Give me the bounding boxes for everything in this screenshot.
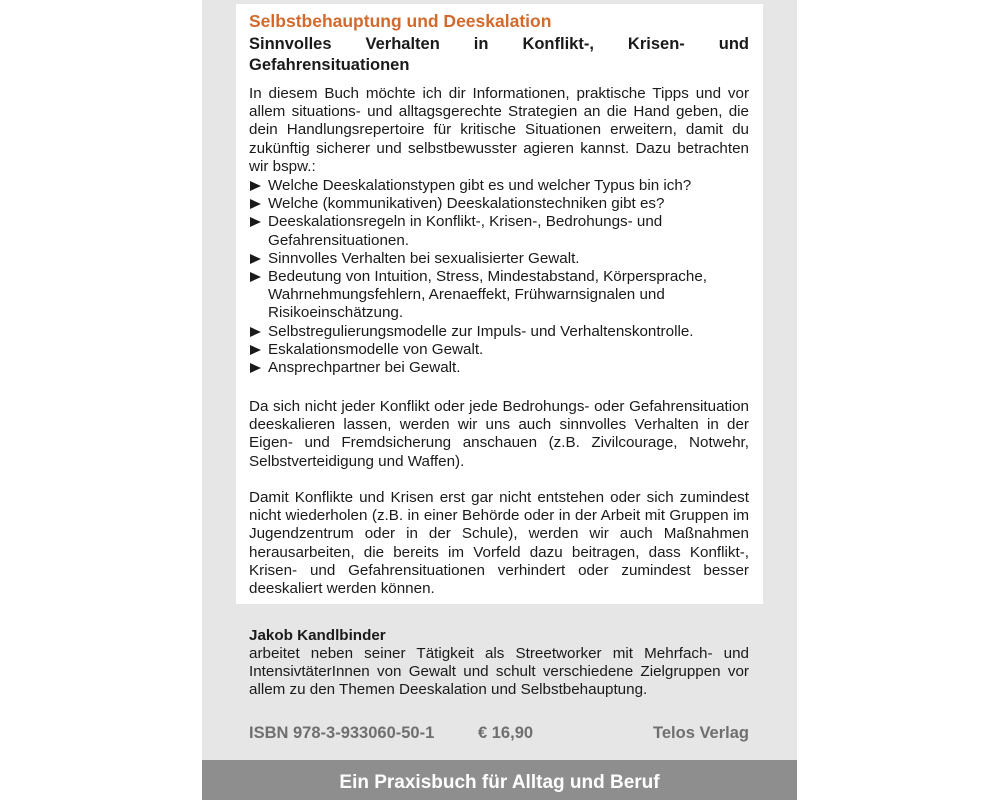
price: € 16,90: [478, 724, 534, 742]
list-item-text: Welche (kommunikativen) Deeskalationstechniken gibt es?: [268, 195, 665, 213]
author-bio: arbeitet neben seiner Tätigkeit als Streetworker mit Mehrfach- und IntensivtäterInnen von Gewalt und schult verschiedene Zielgruppen vor allem zu den Themen Deeskalation und Selbstbehauptung.: [249, 645, 749, 699]
list-item-text: Selbstregulierungsmodelle zur Impuls- und Verhaltenskontrolle.: [268, 322, 694, 340]
triangle-bullet-icon: [250, 254, 261, 264]
author-name: Jakob Kandlbinder: [249, 627, 386, 644]
list-item: [249, 250, 749, 268]
tagline: Ein Praxisbuch für Alltag und Beruf: [339, 772, 660, 793]
publisher: Telos Verlag: [653, 724, 749, 742]
paragraph-self-protection: Da sich nicht jeder Konflikt oder jede Bedrohungs- oder Gefahrensituation deeskalieren lassen, werden wir uns auch sinnvolles Verhalten in der Eigen- und Fremdsicherung anschauen (z.B. Zivilcourage, Notwehr, Selbstverteidigung und Waffen).: [249, 398, 749, 470]
list-item-text: Sinnvolles Verhalten bei sexualisierter Gewalt.: [268, 249, 580, 267]
tagline-band: [202, 760, 797, 800]
isbn: ISBN 978-3-933060-50-1: [249, 724, 435, 742]
list-item: [249, 177, 749, 195]
list-item-text: Bedeutung von Intuition, Stress, Mindestabstand, Körpersprache, Wahrnehmungsfehlern, Arenaeffekt, Frühwarnsignalen und Risikoeinschätzung.: [268, 268, 708, 322]
intro-paragraph: In diesem Buch möchte ich dir Informationen, praktische Tipps und vor allem situations- und alltagsgerechte Strategien an die Hand geben, die dein Handlungsrepertoire für kritische Situationen erweitern, damit du zukünftig sicherer und selbstbewusster agieren kannst. Dazu betrachten wir bspw.:: [249, 85, 749, 175]
triangle-bullet-icon: [250, 181, 261, 191]
triangle-bullet-icon: [250, 272, 261, 282]
triangle-bullet-icon: [250, 217, 261, 227]
triangle-bullet-icon: [250, 199, 261, 209]
list-item-text: Deeskalationsregeln in Konflikt-, Krisen-, Bedrohungs- und Gefahrensituationen.: [268, 213, 663, 249]
list-item-text: Ansprechpartner bei Gewalt.: [268, 359, 461, 377]
list-item-text: Welche Deeskalationstypen gibt es und welcher Typus bin ich?: [268, 177, 692, 194]
book-subtitle: Sinnvolles Verhalten in Konflikt-, Krisen- und Gefahrensituationen: [249, 35, 749, 74]
list-item: [249, 195, 749, 213]
list-item: [249, 268, 749, 323]
list-item: [249, 359, 749, 377]
paragraph-prevention: Damit Konflikte und Krisen erst gar nicht entstehen oder sich zumindest nicht wiederholen (z.B. in einer Behörde oder in der Arbeit mit Gruppen im Jugendzentrum oder in der Schule), werden wir auch Maßnahmen herausarbeiten, die bereits im Vorfeld dazu beitragen, dass Konflikt-, Krisen- und Gefahrensituationen verhindert oder zumindest besser deeskaliert werden können.: [249, 489, 749, 598]
triangle-bullet-icon: [250, 345, 261, 355]
book-meta-row: [249, 724, 749, 744]
topic-list: [249, 177, 749, 377]
list-item-text: Eskalationsmodelle von Gewalt.: [268, 340, 484, 358]
book-title: Selbstbehauptung und Deeskalation: [249, 11, 552, 31]
triangle-bullet-icon: [250, 363, 261, 373]
list-item: [249, 213, 749, 249]
triangle-bullet-icon: [250, 327, 261, 337]
list-item: [249, 323, 749, 341]
list-item: [249, 341, 749, 359]
